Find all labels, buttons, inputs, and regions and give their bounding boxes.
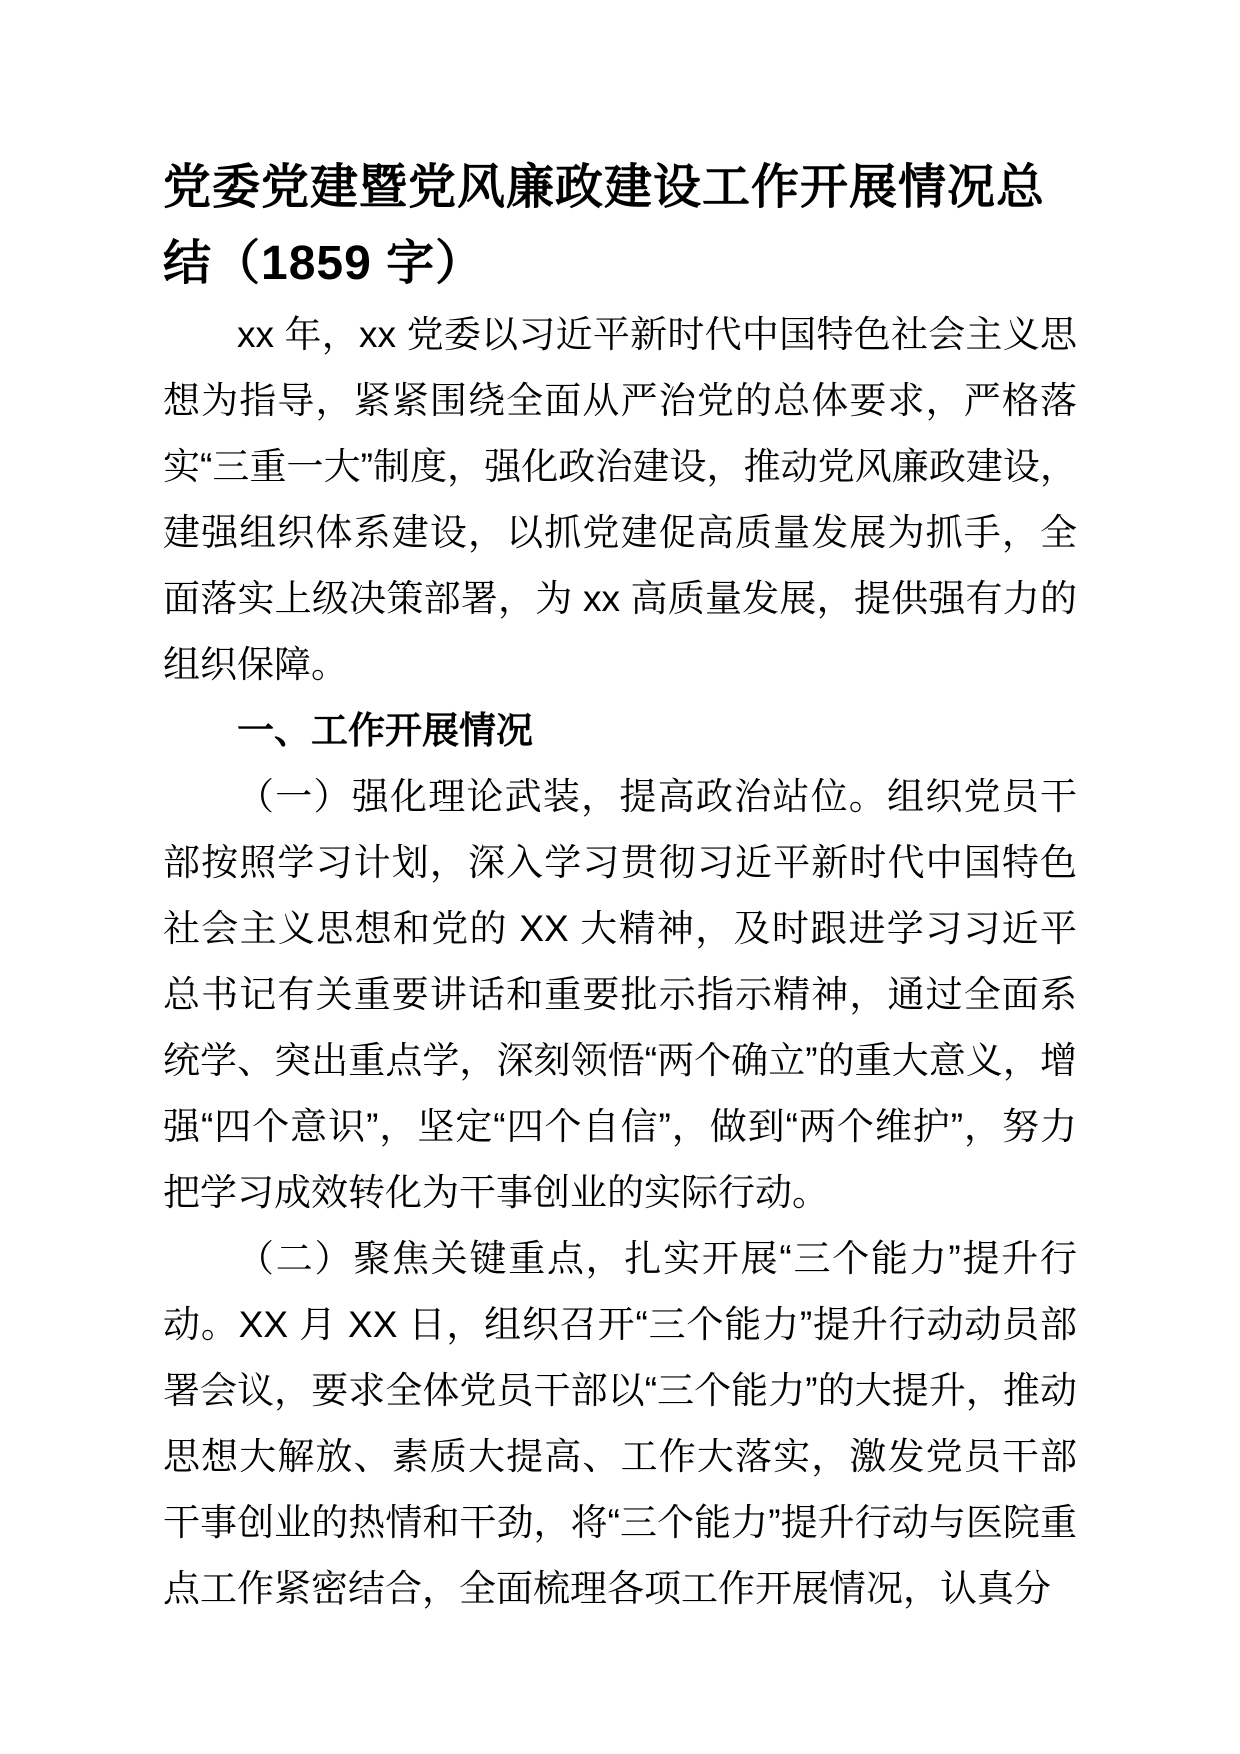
paragraph-intro: xx 年，xx 党委以习近平新时代中国特色社会主义思想为指导，紧紧围绕全面从严治党的总体要求，严格落实“三重一大”制度，强化政治建设，推动党风廉政建设，建强组织体系建设，以抓党建促高质量发展为抓手，全面落实上级决策部署，为 xx 高质量发展，提供强有力的组织保障。: [163, 314, 1077, 685]
paragraph-section-one: （一）强化理论武装，提高政治站位。组织党员干部按照学习计划，深入学习贯彻习近平新时代中国特色社会主义思想和党的 XX 大精神，及时跟进学习习近平总书记有关重要讲话和重要批示指示精神，通过全面系统学、突出重点学，深刻领悟“两个确立”的重大意义，增强“四个意识”，坚定“四个自信”，做到“两个维护”，努力把学习成效转化为干事创业的实际行动。: [163, 776, 1077, 1213]
section-heading-work-progress: 一、工作开展情况: [237, 710, 533, 751]
paragraph-section-two: （二）聚焦关键重点，扎实开展“三个能力”提升行动。XX 月 XX 日，组织召开“三个能力”提升行动动员部署会议，要求全体党员干部以“三个能力”的大提升，推动思想大解放、素质大提高、工作大落实，激发党员干部干事创业的热情和干劲，将“三个能力”提升行动与医院重点工作紧密结合，全面梳理各项工作开展情况，认真分: [163, 1238, 1077, 1609]
document-title: 党委党建暨党风廉政建设工作开展情况总结（1859 字）: [163, 161, 1046, 290]
